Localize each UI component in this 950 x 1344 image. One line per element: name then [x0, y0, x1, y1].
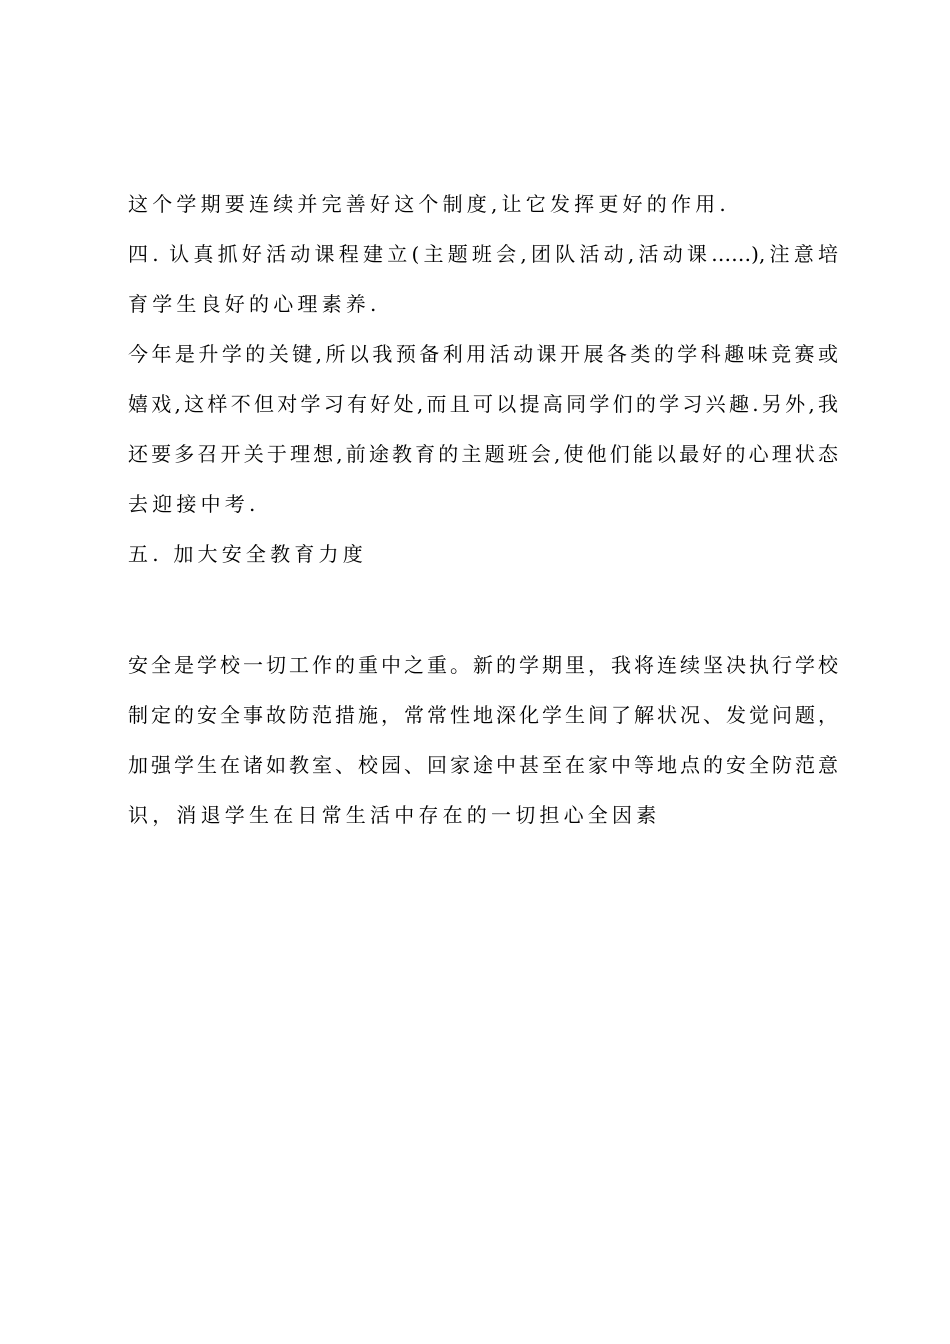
paragraph-line: 加强学生在诸如教室、校园、回家途中甚至在家中等地点的安全防范意: [128, 753, 838, 777]
paragraph-line: 识，消退学生在日常生活中存在的一切担心全因素: [128, 803, 661, 827]
paragraph-line: 今年是升学的关键,所以我预备利用活动课开展各类的学科趣味竞赛或: [128, 342, 838, 366]
section-heading-line: 四. 认真抓好活动课程建立(主题班会,团队活动,活动课……),注意培: [128, 242, 838, 266]
paragraph-line: 去迎接中考.: [128, 492, 260, 516]
paragraph-line: 这个学期要连续并完善好这个制度,让它发挥更好的作用.: [128, 192, 730, 216]
section-heading-line: 五. 加大安全教育力度: [128, 542, 367, 566]
paragraph-line: 制定的安全事故防范措施，常常性地深化学生间了解状况、发觉问题，: [128, 703, 838, 727]
paragraph-line: 还要多召开关于理想,前途教育的主题班会,使他们能以最好的心理状态: [128, 442, 838, 466]
paragraph-line: 嬉戏,这样不但对学习有好处,而且可以提高同学们的学习兴趣.另外,我: [128, 392, 838, 416]
paragraph-line: 育学生良好的心理素养.: [128, 292, 381, 316]
document-body: [128, 187, 838, 833]
paragraph-line: 安全是学校一切工作的重中之重。新的学期里，我将连续坚决执行学校: [128, 653, 838, 677]
